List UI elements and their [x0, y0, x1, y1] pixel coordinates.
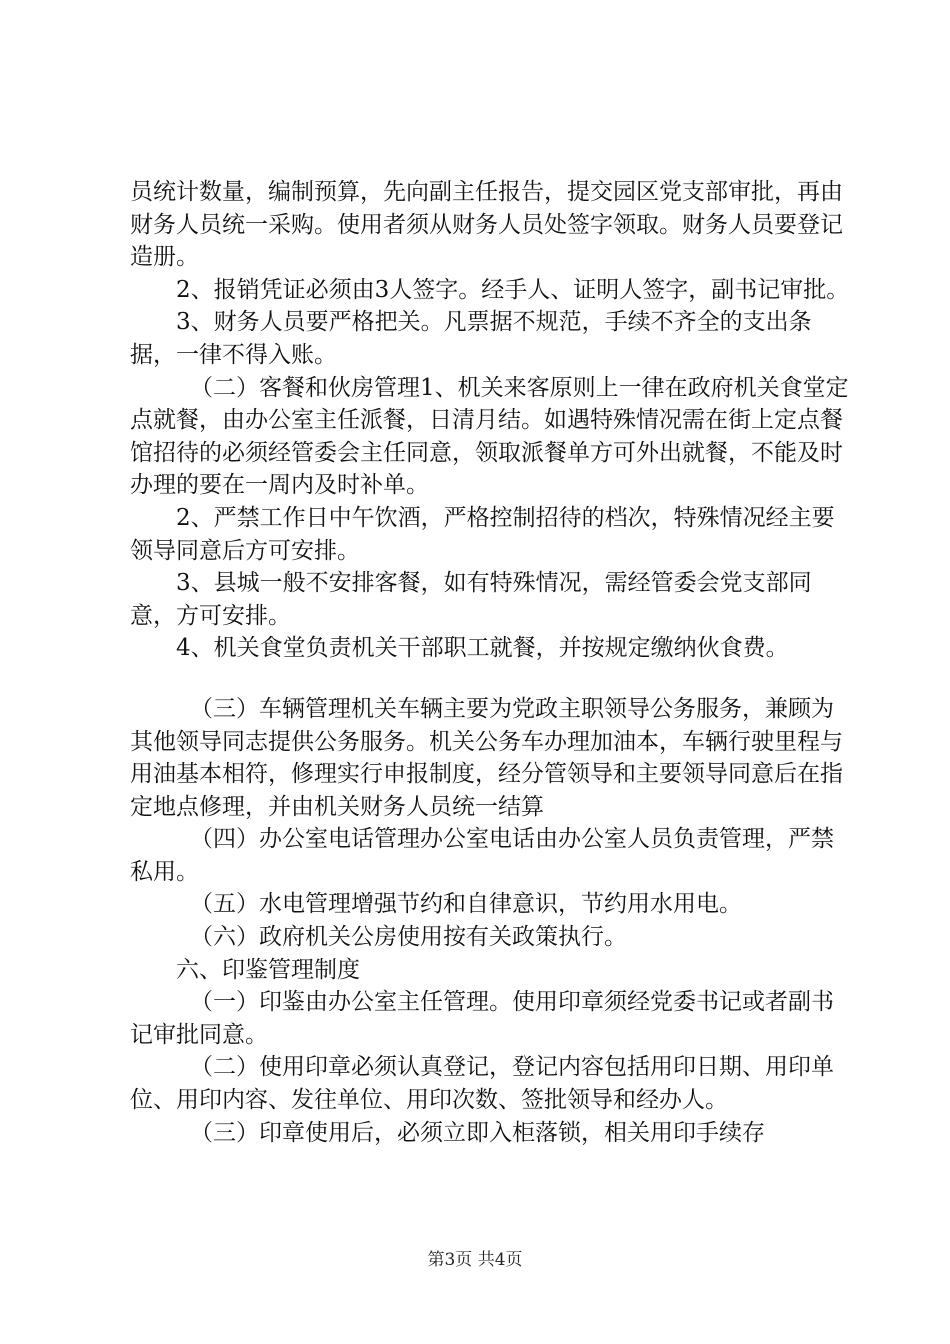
paragraph-5: 2、严禁工作日中午饮酒，严格控制招待的档次，特殊情况经主要领导同意后方可安排。 [130, 504, 835, 564]
paragraph-14: （二）使用印章必须认真登记，登记内容包括用印日期、用印单位、用印内容、发往单位、用印次数、签批领导和经办人。 [130, 1054, 834, 1114]
paragraph-6: 3、县城一般不安排客餐，如有特殊情况，需经管委会党支部同意，方可安排。 [130, 570, 812, 629]
page-footer: 第3页 共4页 [427, 1250, 523, 1270]
paragraph-1: 员统计数量，编制预算，先向副主任报告，提交园区党支部审批，再由财务人员统一采购。使用者须从财务人员处签字领取。财务人员要登记造册。 [130, 179, 843, 271]
paragraph-10: （五）水电管理增强节约和自律意识，节约用水用电。 [190, 891, 742, 918]
paragraph-8: （三）车辆管理机关车辆主要为党政主职领导公务服务，兼顾为其他领导同志提供公务服务。机关公务车办理加油本，车辆行驶里程与用油基本相符，修理实行申报制度，经分管领导和主要领导同意后在指定地点修理，并由机关财务人员统一结算 [130, 695, 843, 820]
paragraph-4: （二）客餐和伙房管理1、机关来客原则上一律在政府机关食堂定点就餐，由办公室主任派餐，日清月结。如遇特殊情况需在街上定点餐馆招待的必须经管委会主任同意，领取派餐单方可外出就餐，不能及时办理的要在一周内及时补单。 [130, 374, 849, 499]
section-heading: 六、印鉴管理制度 [176, 956, 360, 983]
document-body [130, 176, 850, 1149]
paragraph-9: （四）办公室电话管理办公室电话由办公室人员负责管理，严禁私用。 [130, 826, 834, 885]
paragraph-11: （六）政府机关公房使用按有关政策执行。 [190, 924, 627, 951]
paragraph-13: （一）印鉴由办公室主任管理。使用印章须经党委书记或者副书记审批同意。 [130, 989, 834, 1048]
paragraph-15: （三）印章使用后，必须立即入柜落锁，相关用印手续存 [190, 1119, 765, 1146]
paragraph-2: 2、报销凭证必须由3人签字。经手人、证明人签字，副书记审批。 [176, 276, 850, 303]
paragraph-7: 4、机关食堂负责机关干部职工就餐，并按规定缴纳伙食费。 [176, 635, 789, 662]
paragraph-3: 3、财务人员要严格把关。凡票据不规范，手续不齐全的支出条据，一律不得入账。 [130, 309, 812, 368]
